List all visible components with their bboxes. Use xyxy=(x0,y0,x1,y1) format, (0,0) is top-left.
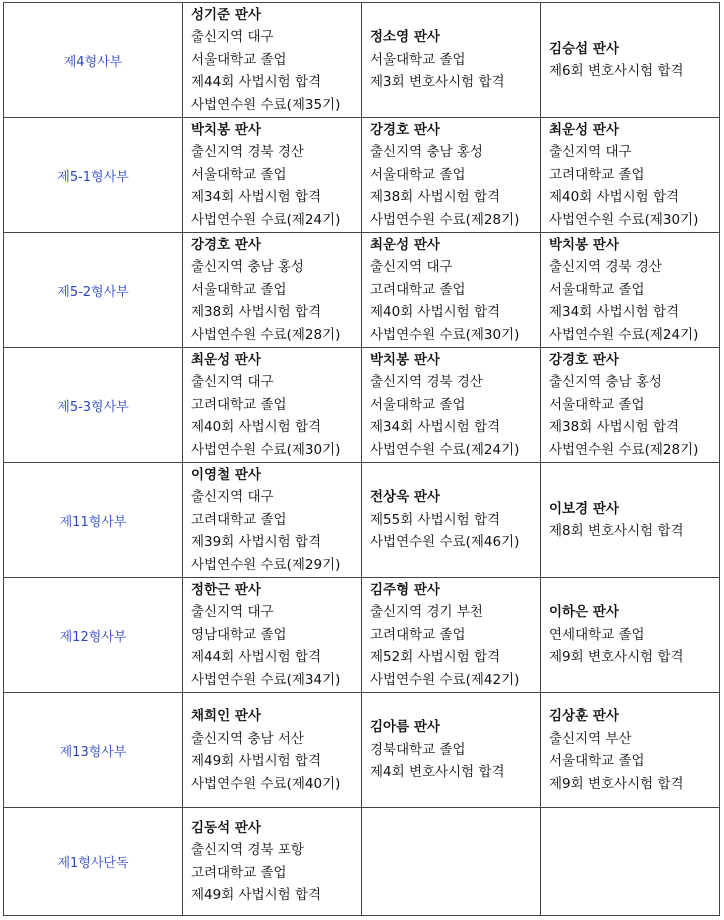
judge-career-line: 사법연수원 수료(제24기) xyxy=(370,441,520,458)
judge-career-line: 제40회 사법시험 합격 xyxy=(549,189,680,206)
table-row xyxy=(4,808,720,916)
judge-career-line: 제38회 사법시험 합격 xyxy=(191,304,322,321)
judge-career-line: 출신지역 대구 xyxy=(370,259,453,276)
judge-name: 최운성 판사 xyxy=(191,351,261,368)
judge-career-line: 제55회 사법시험 합격 xyxy=(370,511,501,528)
judge-career-line: 제34회 사법시험 합격 xyxy=(549,304,680,321)
division-name: 제11형사부 xyxy=(4,463,183,578)
judge-career-line: 서울대학교 졸업 xyxy=(191,281,287,298)
table-row xyxy=(4,348,720,463)
judge-career-line: 제49회 사법시험 합격 xyxy=(191,753,322,769)
judge-cell xyxy=(541,693,720,808)
judge-career-line: 출신지역 경북 경산 xyxy=(370,374,483,391)
table-row xyxy=(4,118,720,233)
judge-career-line: 제38회 사법시험 합격 xyxy=(549,419,680,436)
judge-career-line: 연세대학교 졸업 xyxy=(549,626,645,643)
judge-cell xyxy=(362,3,541,118)
judge-career-line: 사법연수원 수료(제24기) xyxy=(191,211,341,228)
judge-career-line: 사법연수원 수료(제34기) xyxy=(191,671,341,688)
empty-cell xyxy=(362,808,541,916)
judge-name: 김승섭 판사 xyxy=(549,40,619,57)
judge-career-line: 사법연수원 수료(제30기) xyxy=(191,441,341,458)
judge-career-line: 사법연수원 수료(제30기) xyxy=(370,326,520,343)
judge-career-line: 사법연수원 수료(제46기) xyxy=(370,534,520,551)
judge-career-line: 제40회 사법시험 합격 xyxy=(191,419,322,436)
judge-name: 강경호 판사 xyxy=(191,236,261,253)
judge-career-line: 제40회 사법시험 합격 xyxy=(370,304,501,321)
judge-career-line: 사법연수원 수료(제28기) xyxy=(549,441,699,458)
division-name: 제1형사단독 xyxy=(4,808,183,916)
judge-career-line: 서울대학교 졸업 xyxy=(549,396,645,413)
table-body xyxy=(4,3,720,916)
judge-cell xyxy=(541,233,720,348)
table-row xyxy=(4,578,720,693)
judge-career-line: 출신지역 대구 xyxy=(549,144,632,161)
division-name: 제13형사부 xyxy=(4,693,183,808)
judge-career-line: 사법연수원 수료(제42기) xyxy=(370,671,520,688)
judge-career-line: 제9회 변호사시험 합격 xyxy=(549,775,684,792)
judge-career-line: 제39회 사법시험 합격 xyxy=(191,534,322,551)
judge-career-line: 경북대학교 졸업 xyxy=(370,741,466,758)
judge-name: 강경호 판사 xyxy=(370,121,440,138)
division-name: 제5-1형사부 xyxy=(4,118,183,233)
judge-cell xyxy=(183,348,362,463)
judge-career-line: 출신지역 경기 부천 xyxy=(370,604,483,621)
judge-cell xyxy=(183,118,362,233)
judge-cell xyxy=(541,118,720,233)
judge-career-line: 제34회 사법시험 합격 xyxy=(370,419,501,436)
judge-career-line: 출신지역 충남 홍성 xyxy=(549,374,662,391)
judge-name: 성기준 판사 xyxy=(191,6,261,23)
judge-career-line: 서울대학교 졸업 xyxy=(549,281,645,298)
judge-career-line: 출신지역 충남 홍성 xyxy=(370,144,483,161)
judge-career-line: 서울대학교 졸업 xyxy=(370,166,466,183)
judge-name: 김아름 판사 xyxy=(370,719,440,736)
judge-cell xyxy=(541,463,720,578)
judge-cell xyxy=(183,808,362,916)
judge-career-line: 서울대학교 졸업 xyxy=(191,51,287,68)
judge-career-line: 영남대학교 졸업 xyxy=(191,626,287,643)
judge-career-line: 고려대학교 졸업 xyxy=(549,166,645,183)
judge-career-line: 사법연수원 수료(제29기) xyxy=(191,556,341,573)
judge-career-line: 제8회 변호사시험 합격 xyxy=(549,523,684,539)
judge-career-line: 출신지역 충남 서산 xyxy=(191,730,304,747)
judge-name: 최운성 판사 xyxy=(370,236,440,253)
judge-career-line: 제4회 변호사시험 합격 xyxy=(370,764,505,781)
judge-career-line: 출신지역 경북 경산 xyxy=(549,259,662,276)
judge-career-line: 출신지역 대구 xyxy=(191,374,274,391)
judge-name: 김상훈 판사 xyxy=(549,708,619,724)
judge-career-line: 고려대학교 졸업 xyxy=(191,511,287,528)
judge-cell xyxy=(362,578,541,693)
table-row xyxy=(4,3,720,118)
judge-career-line: 제6회 변호사시험 합격 xyxy=(549,63,684,79)
division-name: 제4형사부 xyxy=(4,3,183,118)
judge-career-line: 서울대학교 졸업 xyxy=(370,396,466,413)
judge-cell xyxy=(183,3,362,118)
judge-cell xyxy=(183,233,362,348)
judge-name: 박치봉 판사 xyxy=(191,121,261,138)
judge-career-line: 서울대학교 졸업 xyxy=(191,166,287,183)
judge-career-line: 제49회 사법시험 합격 xyxy=(191,887,322,903)
judge-name: 박치봉 판사 xyxy=(370,351,440,368)
judge-cell xyxy=(362,463,541,578)
judge-cell xyxy=(183,693,362,808)
judge-career-line: 출신지역 충남 홍성 xyxy=(191,259,304,276)
judge-cell xyxy=(541,3,720,118)
judge-career-line: 사법연수원 수료(제30기) xyxy=(549,211,699,228)
judge-career-line: 서울대학교 졸업 xyxy=(370,51,466,68)
judge-career-line: 출신지역 대구 xyxy=(191,489,274,506)
judge-career-line: 사법연수원 수료(제35기) xyxy=(191,96,341,113)
judge-cell xyxy=(541,578,720,693)
judge-career-line: 출신지역 부산 xyxy=(549,730,632,747)
judge-career-line: 고려대학교 졸업 xyxy=(370,281,466,298)
judge-name: 김주형 판사 xyxy=(370,581,440,598)
table-row xyxy=(4,693,720,808)
judge-career-line: 제44회 사법시험 합격 xyxy=(191,649,322,666)
court-judges-table xyxy=(3,2,720,916)
judge-name: 최운성 판사 xyxy=(549,121,619,138)
division-name: 제12형사부 xyxy=(4,578,183,693)
judge-career-line: 고려대학교 졸업 xyxy=(191,396,287,413)
judge-name: 김동석 판사 xyxy=(191,819,261,836)
judge-cell xyxy=(183,463,362,578)
judge-cell xyxy=(362,118,541,233)
judge-cell xyxy=(183,578,362,693)
judge-name: 이보경 판사 xyxy=(549,500,619,517)
judge-career-line: 출신지역 경북 경산 xyxy=(191,144,304,161)
table-row xyxy=(4,463,720,578)
judge-cell xyxy=(362,233,541,348)
judge-career-line: 서울대학교 졸업 xyxy=(549,753,645,769)
division-name: 제5-3형사부 xyxy=(4,348,183,463)
judge-career-line: 고려대학교 졸업 xyxy=(370,626,466,643)
judge-cell xyxy=(362,348,541,463)
judge-cell xyxy=(541,348,720,463)
judge-career-line: 제38회 사법시험 합격 xyxy=(370,189,501,206)
judge-career-line: 제34회 사법시험 합격 xyxy=(191,189,322,206)
judge-name: 이영철 판사 xyxy=(191,466,261,483)
judge-name: 채희인 판사 xyxy=(191,708,261,724)
division-name: 제5-2형사부 xyxy=(4,233,183,348)
empty-cell xyxy=(541,808,720,916)
judge-career-line: 출신지역 대구 xyxy=(191,604,274,621)
judge-career-line: 사법연수원 수료(제24기) xyxy=(549,326,699,343)
judge-name: 전상욱 판사 xyxy=(370,489,440,506)
judge-career-line: 제3회 변호사시험 합격 xyxy=(370,74,505,91)
judge-name: 정소영 판사 xyxy=(370,29,440,46)
table-row xyxy=(4,233,720,348)
judge-career-line: 고려대학교 졸업 xyxy=(191,864,287,881)
judge-name: 정한근 판사 xyxy=(191,581,261,598)
judge-career-line: 사법연수원 수료(제28기) xyxy=(370,211,520,228)
judge-career-line: 사법연수원 수료(제28기) xyxy=(191,326,341,343)
judge-name: 박치봉 판사 xyxy=(549,236,619,253)
judge-name: 이하은 판사 xyxy=(549,604,619,621)
judge-career-line: 출신지역 경북 포항 xyxy=(191,842,304,858)
judge-name: 강경호 판사 xyxy=(549,351,619,368)
judge-career-line: 출신지역 대구 xyxy=(191,29,274,46)
judge-career-line: 사법연수원 수료(제40기) xyxy=(191,775,341,792)
judge-career-line: 제44회 사법시험 합격 xyxy=(191,74,322,91)
judge-cell xyxy=(362,693,541,808)
judge-career-line: 제9회 변호사시험 합격 xyxy=(549,649,684,666)
judge-career-line: 제52회 사법시험 합격 xyxy=(370,649,501,666)
